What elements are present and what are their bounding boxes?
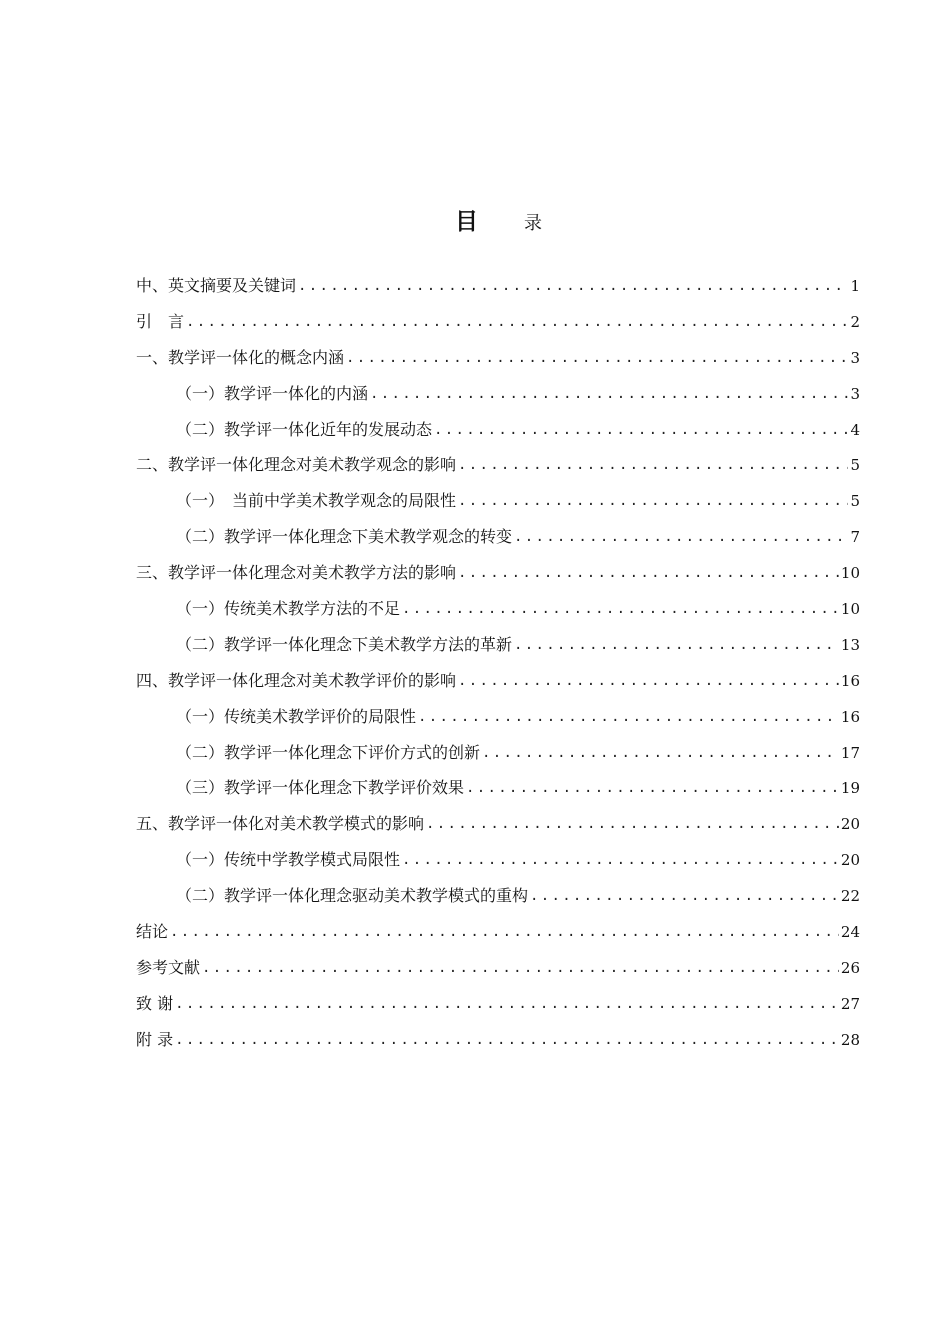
dot-leader <box>175 1030 839 1050</box>
toc-entry[interactable] <box>136 627 860 663</box>
toc-entry-page: 17 <box>840 743 860 762</box>
toc-entry-text: （二）教学评一体化理念驱动美术教学模式的重构 <box>176 886 529 906</box>
toc-entry-page: 20 <box>840 851 860 870</box>
toc-entry-page: 16 <box>840 671 860 690</box>
dot-leader <box>458 671 839 691</box>
dot-leader <box>402 599 839 619</box>
dot-leader <box>458 455 848 475</box>
toc-entry[interactable] <box>136 591 860 627</box>
toc-entry-text: 一、教学评一体化的概念内涵 <box>136 347 345 367</box>
toc-entry[interactable] <box>136 950 860 986</box>
toc-entry[interactable] <box>136 268 860 304</box>
table-of-contents <box>136 268 860 1058</box>
toc-entry-page: 2 <box>850 312 860 331</box>
toc-entry[interactable] <box>136 806 860 842</box>
toc-entry-text: （一）传统中学教学模式局限性 <box>176 850 401 870</box>
toc-entry[interactable] <box>136 1022 860 1058</box>
title-part-2: 录 <box>524 213 542 234</box>
toc-entry-page: 22 <box>840 887 860 906</box>
toc-entry[interactable] <box>136 735 860 771</box>
page-title <box>0 206 950 238</box>
toc-entry-text: （二）教学评一体化理念下美术教学观念的转变 <box>176 527 513 547</box>
toc-entry[interactable] <box>136 914 860 950</box>
toc-entry[interactable] <box>136 555 860 591</box>
dot-leader <box>186 312 848 332</box>
toc-entry[interactable] <box>136 519 860 555</box>
toc-entry-page: 10 <box>840 564 860 583</box>
dot-leader <box>170 922 839 942</box>
toc-entry-text: （一）教学评一体化的内涵 <box>176 383 369 403</box>
toc-entry-page: 5 <box>850 456 860 475</box>
toc-entry-page: 10 <box>840 599 860 618</box>
toc-entry-page: 13 <box>840 635 860 654</box>
toc-entry-text: 致 谢 <box>136 993 174 1013</box>
toc-entry[interactable] <box>136 412 860 448</box>
dot-leader <box>482 743 839 763</box>
dot-leader <box>346 348 848 368</box>
toc-entry[interactable] <box>136 663 860 699</box>
dot-leader <box>298 276 848 296</box>
toc-entry-page: 16 <box>840 707 860 726</box>
dot-leader <box>458 563 839 583</box>
dot-leader <box>458 491 848 511</box>
toc-entry[interactable] <box>136 483 860 519</box>
toc-entry[interactable] <box>136 340 860 376</box>
toc-entry-page: 7 <box>850 528 860 547</box>
toc-entry-text: 五、教学评一体化对美术教学模式的影响 <box>136 814 425 834</box>
toc-entry-text: 四、教学评一体化理念对美术教学评价的影响 <box>136 670 457 690</box>
toc-entry[interactable] <box>136 376 860 412</box>
toc-entry-text: 二、教学评一体化理念对美术教学观念的影响 <box>136 455 457 475</box>
toc-entry[interactable] <box>136 304 860 340</box>
dot-leader <box>434 420 848 440</box>
toc-entry-text: 参考文献 <box>136 957 201 977</box>
dot-leader <box>466 778 839 798</box>
toc-entry-text: （二）教学评一体化近年的发展动态 <box>176 419 433 439</box>
toc-entry-page: 19 <box>840 779 860 798</box>
toc-entry-page: 1 <box>850 276 860 295</box>
toc-entry-text: （三）教学评一体化理念下教学评价效果 <box>176 778 465 798</box>
toc-entry-page: 4 <box>850 420 860 439</box>
toc-entry-text: （一）传统美术教学方法的不足 <box>176 598 401 618</box>
toc-entry-page: 27 <box>840 994 860 1013</box>
toc-entry-text: （一）传统美术教学评价的局限性 <box>176 706 417 726</box>
toc-entry[interactable] <box>136 447 860 483</box>
dot-leader <box>202 958 839 978</box>
toc-entry-text: 三、教学评一体化理念对美术教学方法的影响 <box>136 563 457 583</box>
toc-entry[interactable] <box>136 770 860 806</box>
toc-entry-page: 5 <box>850 492 860 511</box>
toc-entry-page: 3 <box>850 348 860 367</box>
dot-leader <box>418 707 839 727</box>
toc-entry[interactable] <box>136 699 860 735</box>
toc-entry-text: （二）教学评一体化理念下美术教学方法的革新 <box>176 634 513 654</box>
toc-entry-text: 中、英文摘要及关键词 <box>136 275 297 295</box>
dot-leader <box>426 814 839 834</box>
title-part-1: 目 <box>455 209 478 235</box>
dot-leader <box>370 384 848 404</box>
toc-entry-text: 附 录 <box>136 1029 174 1049</box>
toc-entry-page: 26 <box>840 958 860 977</box>
dot-leader <box>514 635 839 655</box>
toc-entry-text: 引 言 <box>136 311 185 331</box>
toc-entry-text: 结论 <box>136 921 169 941</box>
toc-entry-page: 20 <box>840 815 860 834</box>
toc-entry-text: （一） 当前中学美术教学观念的局限性 <box>176 491 457 511</box>
dot-leader <box>514 527 848 547</box>
toc-entry-text: （二）教学评一体化理念下评价方式的创新 <box>176 742 481 762</box>
toc-entry[interactable] <box>136 878 860 914</box>
toc-entry-page: 24 <box>840 922 860 941</box>
dot-leader <box>175 994 839 1014</box>
toc-entry[interactable] <box>136 842 860 878</box>
toc-entry-page: 3 <box>850 384 860 403</box>
toc-entry[interactable] <box>136 986 860 1022</box>
dot-leader <box>402 850 839 870</box>
dot-leader <box>530 886 839 906</box>
toc-entry-page: 28 <box>840 1030 860 1049</box>
